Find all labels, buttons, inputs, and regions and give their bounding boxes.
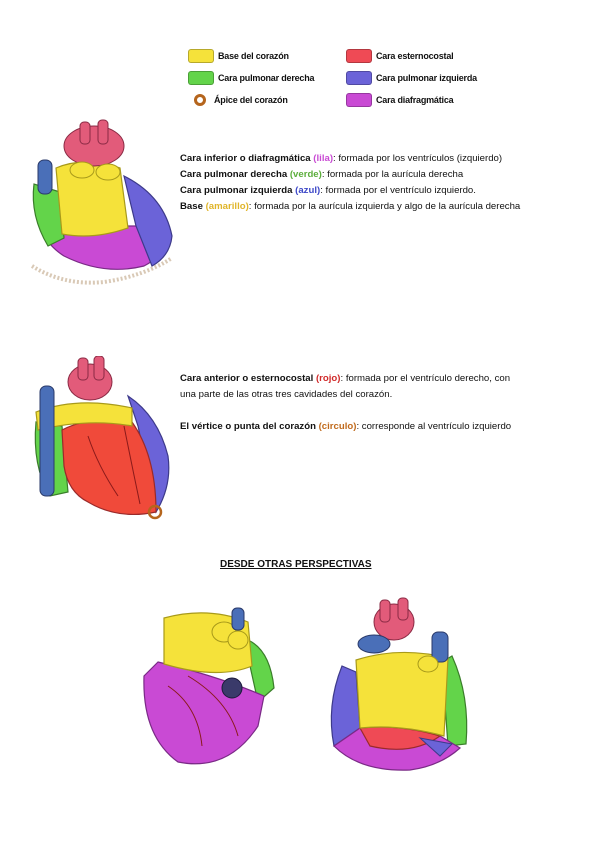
heart-posterior-view-figure: [138, 606, 280, 768]
line-rest: : formada por la aurícula izquierda y algo de la aurícula derecha: [248, 201, 521, 212]
legend-label: Cara diafragmática: [376, 95, 454, 105]
line-rest: : formada por la aurícula derecha: [321, 169, 464, 180]
line-bold: Cara inferior o diafragmática: [180, 153, 314, 164]
legend-right-pulmonary: [188, 70, 314, 86]
legend-label: Cara pulmonar derecha: [218, 73, 315, 83]
section2-text: [180, 371, 580, 435]
line-rest: : formada por el ventrículo izquierdo.: [320, 185, 476, 196]
legend-label: Cara pulmonar izquierda: [376, 73, 477, 83]
line-rest: : corresponde al ventrículo izquierdo: [356, 421, 512, 432]
section2-line: [180, 419, 580, 435]
legend: [182, 44, 494, 116]
line-bold: El vértice o punta del corazón: [180, 421, 319, 432]
line-paren: (azul): [295, 185, 321, 196]
legend-apex: [188, 92, 288, 108]
left-pulmonary-swatch: [346, 71, 372, 85]
line-paren: (circulo): [318, 421, 357, 432]
line-paren: (verde): [289, 169, 322, 180]
legend-base: [188, 48, 289, 64]
heart-anterior-view-figure: [28, 356, 173, 524]
right-pulmonary-swatch: [188, 71, 214, 85]
line-bold: Cara pulmonar derecha: [180, 169, 290, 180]
legend-label: Base del corazón: [218, 51, 289, 61]
section1-line: [180, 183, 590, 199]
line-paren: (amarillo): [205, 201, 249, 212]
section1-line: [180, 151, 590, 167]
heart-inferior-view-figure: [24, 116, 176, 288]
line-paren: (lila): [313, 153, 334, 164]
section1-line: [180, 167, 590, 183]
legend-label: Cara esternocostal: [376, 51, 454, 61]
line-bold: Base: [180, 201, 206, 212]
anterior-swatch: [346, 49, 372, 63]
section1-text: [180, 151, 590, 215]
legend-anterior: [346, 48, 453, 64]
base-swatch: [188, 49, 214, 63]
heart-superior-view-figure: [320, 596, 478, 774]
section2-line: [180, 371, 580, 387]
section2-line: una parte de las otras tres cavidades del corazón.: [180, 389, 393, 400]
legend-inferior: [346, 92, 453, 108]
legend-label: Ápice del corazón: [214, 95, 288, 105]
line-bold: Cara pulmonar izquierda: [180, 185, 296, 196]
section-heading: DESDE OTRAS PERSPECTIVAS: [220, 559, 372, 570]
line-rest: : formada por los ventrículos (izquierdo): [333, 153, 503, 164]
line-bold: Cara anterior o esternocostal: [180, 373, 316, 384]
spacer: [180, 403, 580, 419]
legend-left-pulmonary: [346, 70, 477, 86]
section1-line: [180, 199, 590, 215]
apex-ring-icon: [194, 94, 206, 106]
inferior-swatch: [346, 93, 372, 107]
line-rest: : formada por el ventrículo derecho, con: [340, 373, 511, 384]
line-paren: (rojo): [315, 373, 341, 384]
